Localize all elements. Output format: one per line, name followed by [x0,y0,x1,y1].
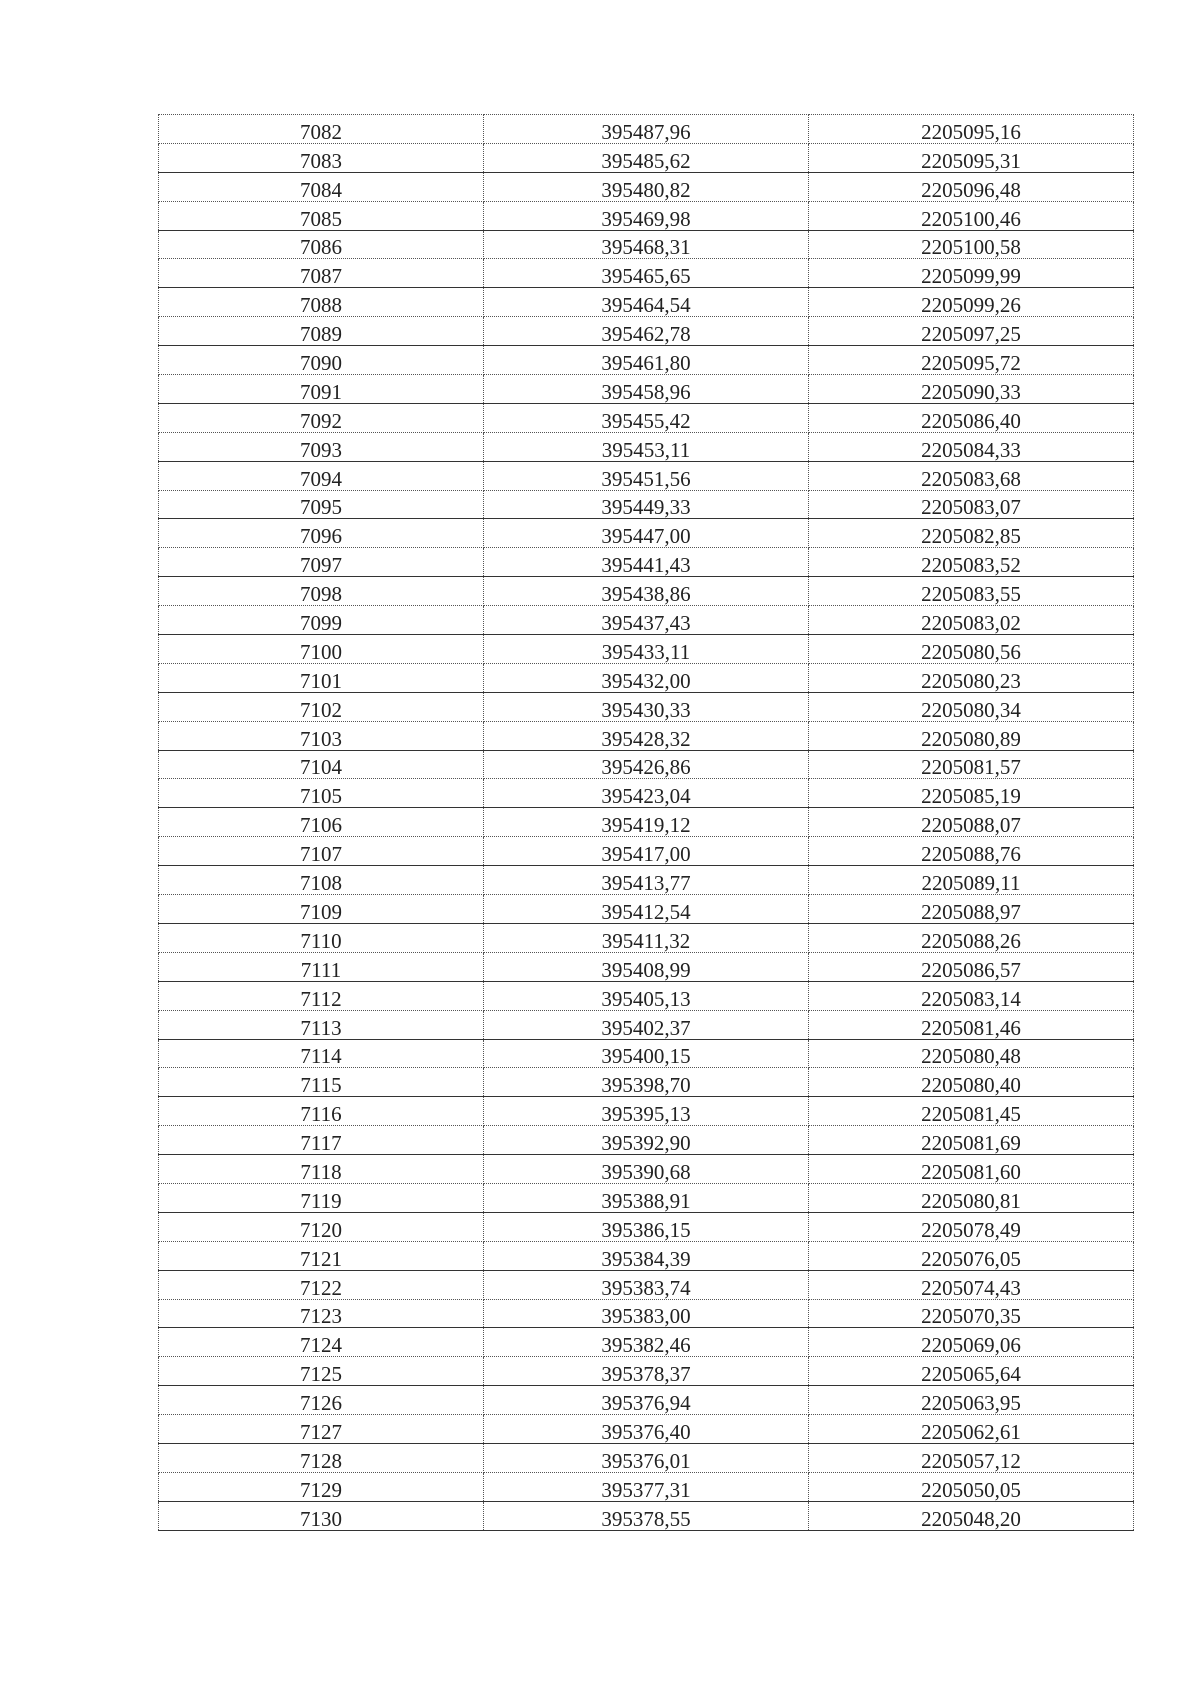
x-coordinate-cell: 395398,70 [484,1068,809,1097]
y-coordinate-cell: 2205080,48 [809,1039,1134,1068]
table-row [159,1126,1134,1155]
x-coordinate-cell: 395455,42 [484,403,809,432]
point-number-cell: 7091 [159,375,484,404]
point-number-cell: 7122 [159,1270,484,1299]
y-coordinate-cell: 2205081,46 [809,1010,1134,1039]
table-row [159,1501,1134,1530]
table-row [159,981,1134,1010]
point-number-cell: 7116 [159,1097,484,1126]
coordinates-table-body [159,115,1134,1531]
table-row [159,1183,1134,1212]
point-number-cell: 7102 [159,692,484,721]
table-row [159,923,1134,952]
x-coordinate-cell: 395468,31 [484,230,809,259]
point-number-cell: 7093 [159,432,484,461]
x-coordinate-cell: 395461,80 [484,346,809,375]
table-row [159,866,1134,895]
table-row [159,895,1134,924]
y-coordinate-cell: 2205095,16 [809,115,1134,144]
y-coordinate-cell: 2205057,12 [809,1443,1134,1472]
table-row [159,1212,1134,1241]
table-row [159,577,1134,606]
y-coordinate-cell: 2205099,26 [809,288,1134,317]
table-row [159,1386,1134,1415]
x-coordinate-cell: 395417,00 [484,837,809,866]
point-number-cell: 7085 [159,201,484,230]
table-row [159,779,1134,808]
table-row [159,1241,1134,1270]
x-coordinate-cell: 395423,04 [484,779,809,808]
point-number-cell: 7111 [159,952,484,981]
x-coordinate-cell: 395395,13 [484,1097,809,1126]
point-number-cell: 7109 [159,895,484,924]
x-coordinate-cell: 395376,94 [484,1386,809,1415]
y-coordinate-cell: 2205062,61 [809,1415,1134,1444]
y-coordinate-cell: 2205081,57 [809,750,1134,779]
table-row [159,230,1134,259]
point-number-cell: 7129 [159,1472,484,1501]
point-number-cell: 7094 [159,461,484,490]
table-row [159,635,1134,664]
table-row [159,606,1134,635]
x-coordinate-cell: 395433,11 [484,635,809,664]
table-row [159,1472,1134,1501]
table-row [159,1039,1134,1068]
point-number-cell: 7101 [159,663,484,692]
y-coordinate-cell: 2205083,52 [809,548,1134,577]
table-row [159,490,1134,519]
y-coordinate-cell: 2205085,19 [809,779,1134,808]
point-number-cell: 7115 [159,1068,484,1097]
y-coordinate-cell: 2205081,69 [809,1126,1134,1155]
table-row [159,952,1134,981]
point-number-cell: 7100 [159,635,484,664]
table-row [159,346,1134,375]
table-row [159,1010,1134,1039]
table-row [159,692,1134,721]
point-number-cell: 7098 [159,577,484,606]
y-coordinate-cell: 2205084,33 [809,432,1134,461]
y-coordinate-cell: 2205078,49 [809,1212,1134,1241]
x-coordinate-cell: 395441,43 [484,548,809,577]
x-coordinate-cell: 395383,00 [484,1299,809,1328]
point-number-cell: 7128 [159,1443,484,1472]
x-coordinate-cell: 395480,82 [484,172,809,201]
x-coordinate-cell: 395412,54 [484,895,809,924]
x-coordinate-cell: 395390,68 [484,1155,809,1184]
point-number-cell: 7125 [159,1357,484,1386]
y-coordinate-cell: 2205050,05 [809,1472,1134,1501]
table-row [159,461,1134,490]
y-coordinate-cell: 2205100,46 [809,201,1134,230]
coordinates-table [158,114,1134,1531]
y-coordinate-cell: 2205083,14 [809,981,1134,1010]
table-row [159,1155,1134,1184]
table-row [159,259,1134,288]
point-number-cell: 7089 [159,317,484,346]
point-number-cell: 7106 [159,808,484,837]
point-number-cell: 7130 [159,1501,484,1530]
y-coordinate-cell: 2205083,07 [809,490,1134,519]
table-row [159,1097,1134,1126]
x-coordinate-cell: 395465,65 [484,259,809,288]
x-coordinate-cell: 395485,62 [484,143,809,172]
y-coordinate-cell: 2205080,89 [809,721,1134,750]
table-row [159,1443,1134,1472]
point-number-cell: 7103 [159,721,484,750]
x-coordinate-cell: 395405,13 [484,981,809,1010]
table-row [159,317,1134,346]
y-coordinate-cell: 2205088,26 [809,923,1134,952]
y-coordinate-cell: 2205070,35 [809,1299,1134,1328]
x-coordinate-cell: 395411,32 [484,923,809,952]
table-row [159,172,1134,201]
table-row [159,201,1134,230]
table-row [159,288,1134,317]
table-row [159,403,1134,432]
x-coordinate-cell: 395400,15 [484,1039,809,1068]
x-coordinate-cell: 395432,00 [484,663,809,692]
point-number-cell: 7083 [159,143,484,172]
table-row [159,548,1134,577]
y-coordinate-cell: 2205099,99 [809,259,1134,288]
y-coordinate-cell: 2205095,31 [809,143,1134,172]
y-coordinate-cell: 2205086,40 [809,403,1134,432]
table-row [159,750,1134,779]
point-number-cell: 7097 [159,548,484,577]
y-coordinate-cell: 2205063,95 [809,1386,1134,1415]
x-coordinate-cell: 395453,11 [484,432,809,461]
table-row [159,115,1134,144]
x-coordinate-cell: 395386,15 [484,1212,809,1241]
x-coordinate-cell: 395469,98 [484,201,809,230]
table-row [159,721,1134,750]
y-coordinate-cell: 2205080,56 [809,635,1134,664]
point-number-cell: 7095 [159,490,484,519]
x-coordinate-cell: 395426,86 [484,750,809,779]
x-coordinate-cell: 395430,33 [484,692,809,721]
table-row [159,1415,1134,1444]
y-coordinate-cell: 2205088,07 [809,808,1134,837]
point-number-cell: 7119 [159,1183,484,1212]
point-number-cell: 7108 [159,866,484,895]
y-coordinate-cell: 2205082,85 [809,519,1134,548]
point-number-cell: 7113 [159,1010,484,1039]
table-row [159,1299,1134,1328]
y-coordinate-cell: 2205095,72 [809,346,1134,375]
y-coordinate-cell: 2205080,40 [809,1068,1134,1097]
y-coordinate-cell: 2205083,02 [809,606,1134,635]
x-coordinate-cell: 395419,12 [484,808,809,837]
x-coordinate-cell: 395378,37 [484,1357,809,1386]
point-number-cell: 7126 [159,1386,484,1415]
table-row [159,837,1134,866]
table-row [159,808,1134,837]
point-number-cell: 7082 [159,115,484,144]
y-coordinate-cell: 2205086,57 [809,952,1134,981]
y-coordinate-cell: 2205088,76 [809,837,1134,866]
y-coordinate-cell: 2205080,81 [809,1183,1134,1212]
x-coordinate-cell: 395377,31 [484,1472,809,1501]
y-coordinate-cell: 2205048,20 [809,1501,1134,1530]
point-number-cell: 7114 [159,1039,484,1068]
x-coordinate-cell: 395382,46 [484,1328,809,1357]
x-coordinate-cell: 395376,01 [484,1443,809,1472]
y-coordinate-cell: 2205089,11 [809,866,1134,895]
point-number-cell: 7120 [159,1212,484,1241]
point-number-cell: 7092 [159,403,484,432]
point-number-cell: 7107 [159,837,484,866]
x-coordinate-cell: 395437,43 [484,606,809,635]
y-coordinate-cell: 2205090,33 [809,375,1134,404]
table-row [159,519,1134,548]
x-coordinate-cell: 395378,55 [484,1501,809,1530]
x-coordinate-cell: 395408,99 [484,952,809,981]
y-coordinate-cell: 2205081,45 [809,1097,1134,1126]
point-number-cell: 7123 [159,1299,484,1328]
y-coordinate-cell: 2205088,97 [809,895,1134,924]
x-coordinate-cell: 395447,00 [484,519,809,548]
x-coordinate-cell: 395428,32 [484,721,809,750]
y-coordinate-cell: 2205083,68 [809,461,1134,490]
point-number-cell: 7112 [159,981,484,1010]
y-coordinate-cell: 2205065,64 [809,1357,1134,1386]
x-coordinate-cell: 395438,86 [484,577,809,606]
point-number-cell: 7099 [159,606,484,635]
x-coordinate-cell: 395487,96 [484,115,809,144]
x-coordinate-cell: 395464,54 [484,288,809,317]
point-number-cell: 7117 [159,1126,484,1155]
x-coordinate-cell: 395462,78 [484,317,809,346]
table-row [159,375,1134,404]
y-coordinate-cell: 2205080,23 [809,663,1134,692]
x-coordinate-cell: 395388,91 [484,1183,809,1212]
y-coordinate-cell: 2205076,05 [809,1241,1134,1270]
point-number-cell: 7104 [159,750,484,779]
table-row [159,1270,1134,1299]
table-row [159,1068,1134,1097]
y-coordinate-cell: 2205097,25 [809,317,1134,346]
y-coordinate-cell: 2205083,55 [809,577,1134,606]
y-coordinate-cell: 2205100,58 [809,230,1134,259]
x-coordinate-cell: 395384,39 [484,1241,809,1270]
point-number-cell: 7087 [159,259,484,288]
table-row [159,432,1134,461]
point-number-cell: 7124 [159,1328,484,1357]
x-coordinate-cell: 395383,74 [484,1270,809,1299]
table-row [159,143,1134,172]
y-coordinate-cell: 2205074,43 [809,1270,1134,1299]
y-coordinate-cell: 2205081,60 [809,1155,1134,1184]
y-coordinate-cell: 2205096,48 [809,172,1134,201]
point-number-cell: 7086 [159,230,484,259]
y-coordinate-cell: 2205069,06 [809,1328,1134,1357]
point-number-cell: 7090 [159,346,484,375]
point-number-cell: 7110 [159,923,484,952]
table-row [159,1328,1134,1357]
point-number-cell: 7121 [159,1241,484,1270]
x-coordinate-cell: 395413,77 [484,866,809,895]
y-coordinate-cell: 2205080,34 [809,692,1134,721]
point-number-cell: 7127 [159,1415,484,1444]
x-coordinate-cell: 395376,40 [484,1415,809,1444]
table-row [159,1357,1134,1386]
x-coordinate-cell: 395392,90 [484,1126,809,1155]
table-row [159,663,1134,692]
point-number-cell: 7096 [159,519,484,548]
point-number-cell: 7105 [159,779,484,808]
x-coordinate-cell: 395458,96 [484,375,809,404]
point-number-cell: 7118 [159,1155,484,1184]
x-coordinate-cell: 395451,56 [484,461,809,490]
x-coordinate-cell: 395402,37 [484,1010,809,1039]
point-number-cell: 7084 [159,172,484,201]
point-number-cell: 7088 [159,288,484,317]
x-coordinate-cell: 395449,33 [484,490,809,519]
